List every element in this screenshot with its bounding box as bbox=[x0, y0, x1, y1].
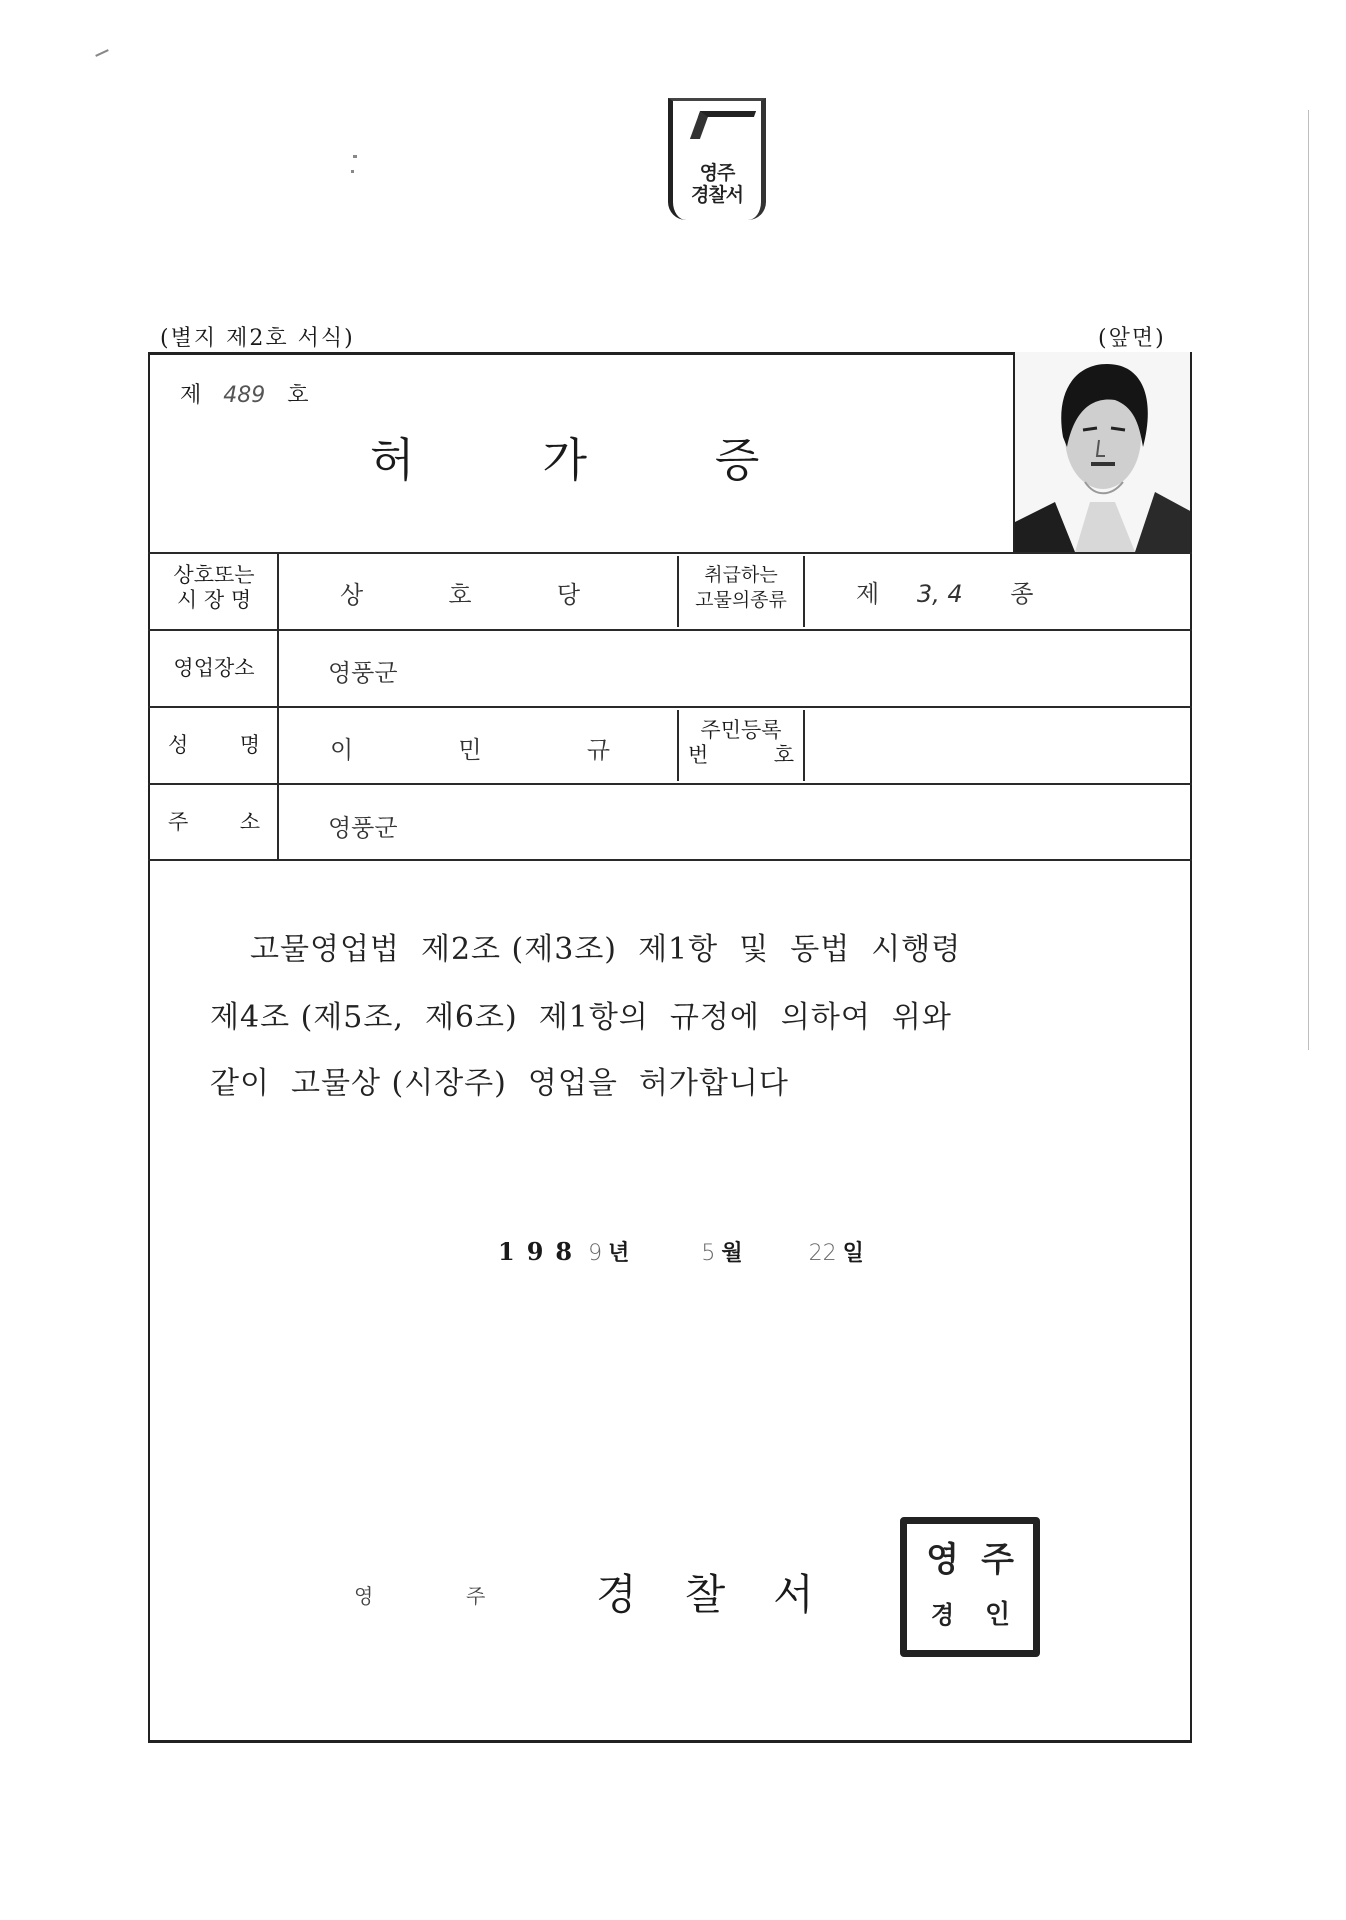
issuer-char: 서 bbox=[773, 1570, 814, 1619]
value-suffix: 종 bbox=[1010, 580, 1034, 608]
resident-number-label bbox=[688, 718, 794, 768]
applicant-photo bbox=[1013, 352, 1190, 552]
label-char: 번 bbox=[688, 743, 709, 767]
issuer-office bbox=[596, 1562, 814, 1622]
row-divider bbox=[148, 706, 1192, 708]
label-line bbox=[688, 743, 794, 768]
seal-char: 경 bbox=[930, 1600, 955, 1629]
value-char: 이 bbox=[330, 736, 354, 764]
trade-name-label bbox=[158, 563, 270, 613]
permit-statement-line: 같이 고물상 (시장주) 영업을 허가합니다 bbox=[210, 1066, 789, 1101]
label-line: 주민등록 bbox=[700, 718, 782, 742]
address-value: 영풍군 bbox=[328, 814, 398, 842]
scan-speck bbox=[353, 155, 357, 158]
value-prefix: 제 bbox=[856, 580, 880, 608]
date-year-handwritten: 9 bbox=[588, 1241, 603, 1266]
scan-edge-line bbox=[1308, 110, 1309, 1050]
form-code: (별지 제2호 서식) bbox=[160, 326, 355, 351]
date-month-unit: 월 bbox=[721, 1241, 743, 1266]
seal-char: 영 bbox=[926, 1539, 959, 1580]
seal-emblem-icon bbox=[690, 111, 756, 139]
label-char: 명 bbox=[239, 733, 260, 757]
permit-number-prefix: 제 bbox=[180, 383, 202, 408]
label-char: 성 bbox=[168, 733, 189, 757]
issue-date bbox=[498, 1236, 864, 1267]
person-portrait-icon bbox=[1015, 352, 1190, 552]
name-value bbox=[330, 730, 610, 765]
date-year-printed: 198 bbox=[498, 1237, 585, 1266]
permit-statement-line: 고물영업법 제2조 (제3조) 제1항 및 동법 시행령 bbox=[250, 932, 962, 967]
column-divider bbox=[803, 556, 805, 627]
label-line: 상호또는 bbox=[173, 563, 255, 587]
label-line: 시 장 명 bbox=[176, 588, 252, 612]
issuer-region-char: 주 bbox=[466, 1584, 486, 1608]
issuer-char: 찰 bbox=[684, 1570, 726, 1619]
row-divider bbox=[148, 783, 1192, 785]
column-divider bbox=[277, 554, 279, 859]
trade-name-value bbox=[340, 575, 580, 610]
row-divider bbox=[148, 629, 1192, 631]
page-title bbox=[370, 424, 759, 490]
goods-type-label bbox=[679, 563, 803, 613]
value-char: 민 bbox=[458, 736, 482, 764]
permit-statement-line: 제4조 (제5조, 제6조) 제1항의 규정에 의하여 위와 bbox=[210, 1000, 952, 1035]
title-char: 허 bbox=[370, 433, 415, 487]
row-divider bbox=[148, 859, 1192, 861]
scan-speck bbox=[95, 49, 109, 57]
address-label bbox=[168, 810, 260, 835]
permit-number-suffix: 호 bbox=[287, 383, 309, 408]
official-seal-stamp bbox=[900, 1517, 1040, 1657]
date-year-unit: 년 bbox=[608, 1241, 630, 1266]
value-char: 호 bbox=[448, 581, 472, 609]
permit-number-value: 489 bbox=[223, 383, 266, 408]
permit-number bbox=[180, 378, 309, 409]
column-divider bbox=[677, 710, 679, 781]
column-divider bbox=[803, 710, 805, 781]
label-char: 소 bbox=[239, 810, 260, 834]
date-month: 5 bbox=[701, 1241, 716, 1266]
seal-text-line1: 영주 bbox=[699, 162, 735, 184]
date-day: 22 bbox=[808, 1241, 837, 1266]
issuer-char: 경 bbox=[596, 1570, 637, 1619]
value-char: 규 bbox=[586, 736, 610, 764]
issuer-region-char: 영 bbox=[354, 1584, 374, 1608]
top-seal-stamp bbox=[668, 98, 766, 220]
title-char: 가 bbox=[542, 433, 587, 487]
date-day-unit: 일 bbox=[842, 1241, 864, 1266]
label-char: 주 bbox=[168, 810, 189, 834]
value-char: 상 bbox=[340, 581, 364, 609]
label-line: 고물의종류 bbox=[695, 589, 787, 611]
goods-type-value bbox=[856, 574, 1033, 609]
business-place-value: 영풍군 bbox=[328, 659, 398, 687]
value-number: 3, 4 bbox=[916, 580, 963, 608]
business-place-label: 영업장소 bbox=[173, 656, 255, 680]
label-char: 호 bbox=[773, 743, 794, 767]
seal-text-line2: 경찰서 bbox=[690, 184, 744, 206]
scan-speck bbox=[351, 170, 354, 173]
title-char: 증 bbox=[714, 433, 760, 487]
row-divider bbox=[148, 552, 1192, 554]
label-line: 취급하는 bbox=[704, 564, 778, 586]
name-label bbox=[168, 733, 260, 758]
seal-char: 주 bbox=[981, 1539, 1014, 1580]
side-label: (앞면) bbox=[1098, 326, 1166, 351]
seal-char: 인 bbox=[984, 1599, 1011, 1630]
value-char: 당 bbox=[556, 581, 580, 609]
